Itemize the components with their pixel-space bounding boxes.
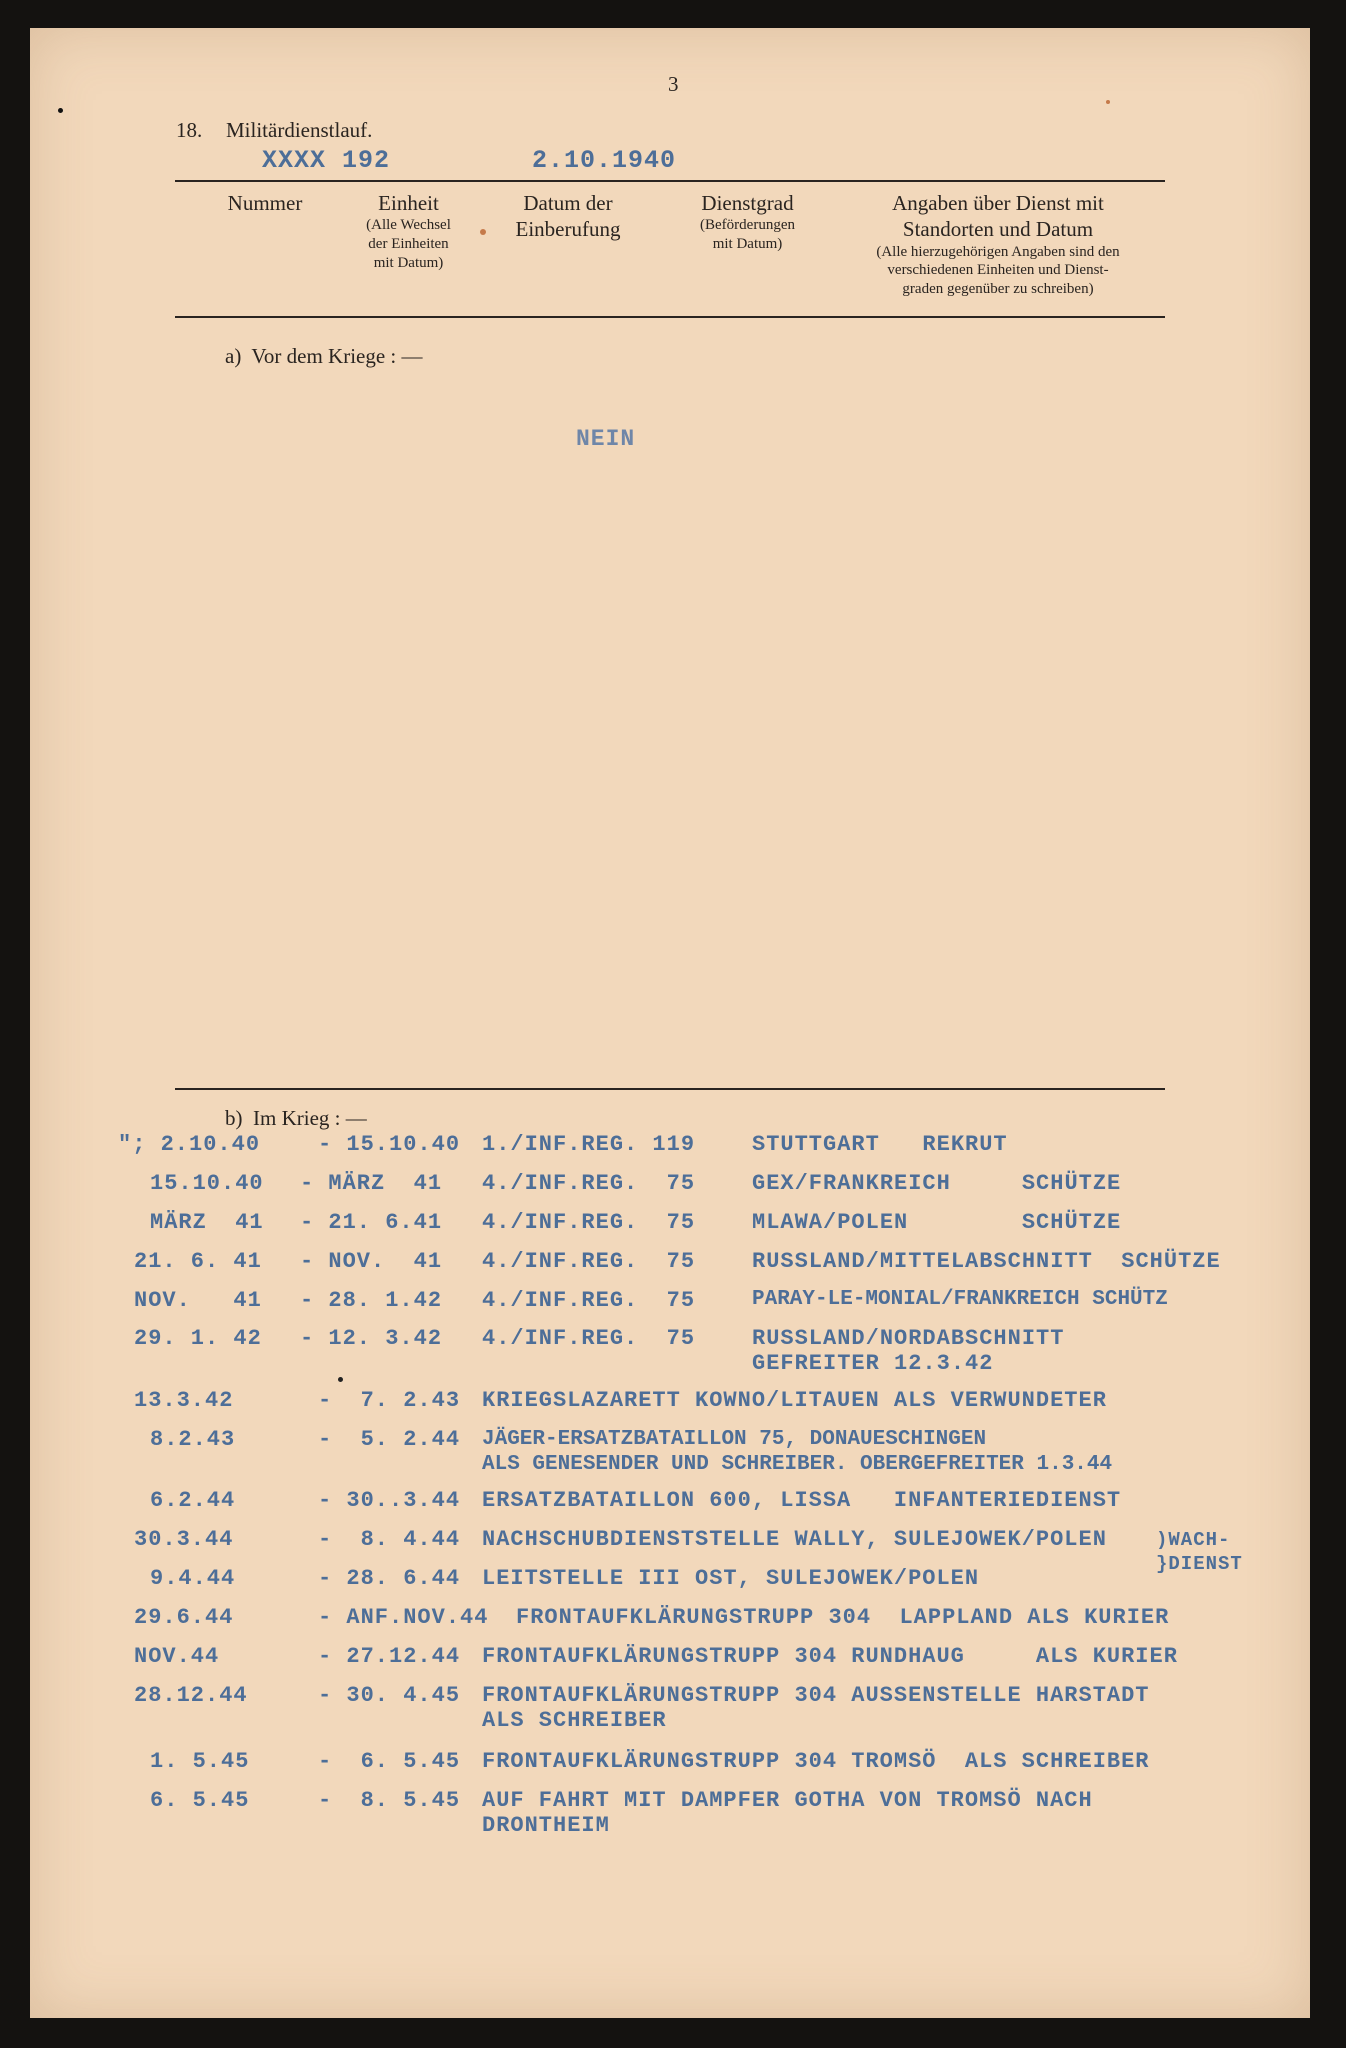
part-b-label: b) Im Krieg : — — [225, 1106, 367, 1130]
service-row — [0, 1566, 1346, 1606]
part-a-typed-entry: NEIN — [576, 426, 636, 452]
paper-speck — [480, 229, 486, 235]
column-header-datum: Datum der Einberufung — [515, 191, 621, 242]
part-a-label: a) Vor dem Kriege : — — [225, 344, 423, 368]
row-detail: RUSSLAND/NORDABSCHNITT GEFREITER 12.3.42 — [752, 1326, 1065, 1376]
row-to-date: - MÄRZ 41 — [300, 1171, 443, 1196]
row-from-date: 9.4.44 — [150, 1566, 236, 1591]
row-from-date: 15.10.40 — [150, 1171, 264, 1196]
row-unit: 4./INF.REG. 75 — [482, 1249, 696, 1274]
row-to-date: - 27.12.44 — [318, 1644, 461, 1669]
service-row — [0, 1326, 1346, 1386]
row-to-date: - 21. 6.41 — [300, 1210, 443, 1235]
row-to-date: - 5. 2.44 — [318, 1427, 461, 1452]
row-detail: FRONTAUFKLÄRUNGSTRUPP 304 TROMSÖ ALS SCHREIBER — [482, 1749, 1150, 1774]
typed-unit-code: XXXX 192 — [262, 146, 391, 175]
typed-header-date: 2.10.1940 — [532, 146, 677, 175]
column-header-angaben — [828, 190, 1168, 299]
row-from-date: 1. 5.45 — [150, 1749, 250, 1774]
row-detail: GEX/FRANKREICH SCHÜTZE — [752, 1171, 1122, 1196]
column-subtitle: (Alle hierzugehörigen Angaben sind den verschiedenen Einheiten und Dienst- graden gegenüber zu schreiben) — [876, 243, 1120, 297]
row-from-date: 6. 5.45 — [150, 1788, 250, 1813]
column-subtitle: (Alle Wechsel der Einheiten mit Datum) — [366, 217, 451, 271]
row-detail: RUSSLAND/MITTELABSCHNITT SCHÜTZE — [752, 1249, 1221, 1274]
row-detail: FRONTAUFKLÄRUNGSTRUPP 304 AUSSENSTELLE HARSTADT ALS SCHREIBER — [482, 1683, 1150, 1733]
service-row — [0, 1683, 1346, 1743]
column-header-einheit — [336, 190, 481, 273]
row-to-date: - 30. 4.45 — [318, 1683, 461, 1708]
row-unit: 1./INF.REG. 119 — [482, 1132, 696, 1157]
column-title: Nummer — [227, 191, 303, 215]
row-to-date: - 15.10.40 — [318, 1132, 461, 1157]
row-from-date: NOV. 41 — [134, 1288, 262, 1313]
service-row — [0, 1210, 1346, 1250]
row-from-date: 21. 6. 41 — [134, 1249, 262, 1274]
row-detail: AUF FAHRT MIT DAMPFER GOTHA VON TROMSÖ NACH DRONTHEIM — [482, 1788, 1093, 1838]
row-unit: 4./INF.REG. 75 — [482, 1171, 696, 1196]
row-from-date: 8.2.43 — [150, 1427, 236, 1452]
row-to-date: - 6. 5.45 — [318, 1749, 461, 1774]
row-detail: FRONTAUFKLÄRUNGSTRUPP 304 LAPPLAND ALS KURIER — [516, 1605, 1170, 1630]
row-from-date: 13.3.42 — [134, 1388, 234, 1413]
row-to-date: - ANF.NOV.44 — [318, 1605, 489, 1630]
row-detail: STUTTGART REKRUT — [752, 1132, 1008, 1157]
row-unit: 4./INF.REG. 75 — [482, 1288, 696, 1313]
paper-speck — [338, 1377, 343, 1382]
row-detail: PARAY-LE-MONIAL/FRANKREICH SCHÜTZ — [752, 1288, 1168, 1311]
paper-speck — [1106, 100, 1110, 104]
column-title: Angaben über Dienst mit Standorten und Datum — [892, 191, 1104, 242]
row-to-date: - NOV. 41 — [300, 1249, 443, 1274]
row-from-date: 29. 1. 42 — [134, 1326, 262, 1351]
service-row — [0, 1527, 1346, 1567]
section-title: Militärdienstlauf. — [226, 118, 373, 142]
row-to-date: - 7. 2.43 — [318, 1388, 461, 1413]
column-header-nummer — [200, 190, 330, 216]
row-detail: KRIEGSLAZARETT KOWNO/LITAUEN ALS VERWUNDETER — [482, 1388, 1107, 1413]
row-to-date: - 12. 3.42 — [300, 1326, 443, 1351]
row-from-date: MÄRZ 41 — [150, 1210, 264, 1235]
row-to-date: - 30..3.44 — [318, 1488, 461, 1513]
row-unit: 4./INF.REG. 75 — [482, 1326, 696, 1351]
column-title: Dienstgrad — [701, 191, 794, 215]
row-from-date: 29.6.44 — [134, 1605, 234, 1630]
row-from-date: NOV.44 — [134, 1644, 220, 1669]
row-from-date: 30.3.44 — [134, 1527, 234, 1552]
row-detail: LEITSTELLE III OST, SULEJOWEK/POLEN — [482, 1566, 980, 1591]
row-to-date: - 8. 4.44 — [318, 1527, 461, 1552]
row-detail: MLAWA/POLEN SCHÜTZE — [752, 1210, 1122, 1235]
paper-speck — [58, 108, 63, 113]
service-row — [0, 1644, 1346, 1684]
service-row — [0, 1749, 1346, 1789]
page-number: 3 — [668, 72, 679, 96]
service-row — [0, 1605, 1346, 1645]
service-row — [0, 1427, 1346, 1487]
service-row — [0, 1488, 1346, 1528]
service-row — [0, 1388, 1346, 1428]
service-row — [0, 1132, 1346, 1172]
row-unit: 4./INF.REG. 75 — [482, 1210, 696, 1235]
service-row — [0, 1288, 1346, 1328]
row-detail: JÄGER-ERSATZBATAILLON 75, DONAUESCHINGEN ALS GENESENDER UND SCHREIBER. OBERGEFREITER 1.3.44 — [482, 1428, 1113, 1476]
table-header-rule — [175, 316, 1165, 318]
section-number: 18. — [176, 118, 203, 142]
column-subtitle: (Beförderungen mit Datum) — [700, 217, 795, 252]
service-row — [0, 1249, 1346, 1289]
row-detail: FRONTAUFKLÄRUNGSTRUPP 304 RUNDHAUG ALS KURIER — [482, 1644, 1178, 1669]
row-from-date: 6.2.44 — [150, 1488, 236, 1513]
row-to-date: - 28. 6.44 — [318, 1566, 461, 1591]
row-to-date: - 8. 5.45 — [318, 1788, 461, 1813]
row-from-date: 28.12.44 — [134, 1683, 248, 1708]
service-row — [0, 1788, 1346, 1848]
row-from-date: "; 2.10.40 — [118, 1132, 261, 1157]
row-detail: ERSATZBATAILLON 600, LISSA INFANTERIEDIENST — [482, 1488, 1122, 1513]
column-title: Einheit — [378, 191, 439, 215]
service-row — [0, 1171, 1346, 1211]
table-top-rule — [175, 180, 1165, 182]
row-to-date: - 28. 1.42 — [300, 1288, 443, 1313]
column-header-dienstgrad — [670, 190, 825, 254]
bracket-note: )WACH- }DIENST — [1156, 1529, 1243, 1575]
section-divider-rule — [175, 1088, 1165, 1090]
row-detail: NACHSCHUBDIENSTSTELLE WALLY, SULEJOWEK/POLEN — [482, 1527, 1107, 1552]
